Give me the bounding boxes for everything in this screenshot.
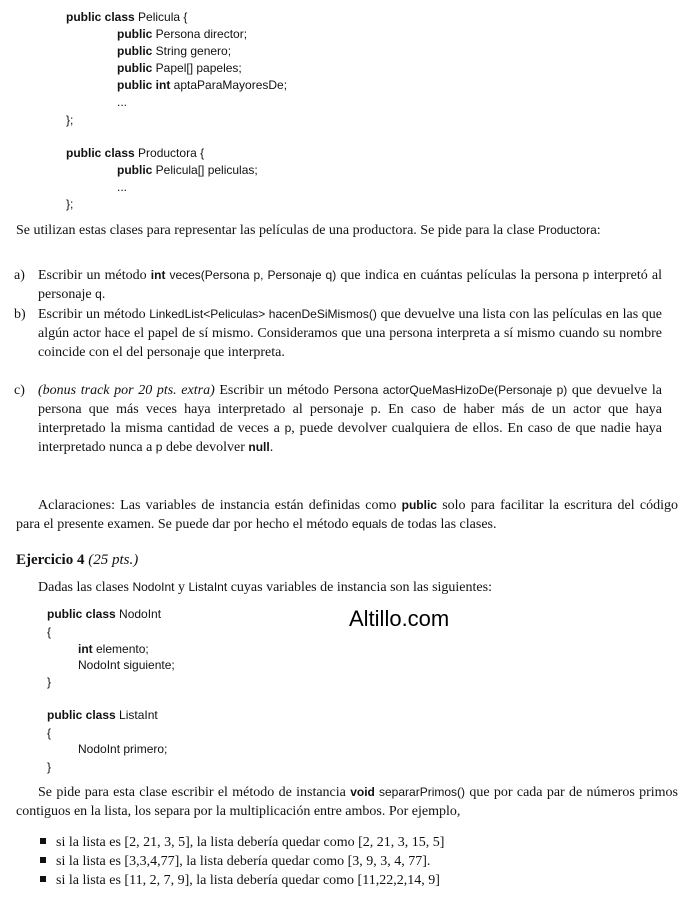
list-item: si la lista es [2, 21, 3, 5], la lista debería quedar como [2, 21, 3, 15, 5] (40, 834, 444, 852)
aclaraciones-paragraph: Aclaraciones: Las variables de instancia están definidas como public solo para facilitar la escritura del código para el presente examen. Se puede dar por hecho el método equals de todas las clases. (16, 498, 678, 532)
code-block-pelicula (0, 9, 700, 129)
code-line: { (47, 726, 52, 740)
code-line: public String genero; (117, 44, 232, 58)
code-line: { (47, 625, 52, 639)
code-line: ... (117, 95, 128, 109)
pide-paragraph: Se pide para esta clase escribir el método de instancia void separarPrimos() que por cada par de números primos contiguos en la lista, los separa por la multiplicación entre ambos. Por ejemplo, (16, 785, 678, 819)
list-item: si la lista es [3,3,4,77], la lista debería quedar como [3, 9, 3, 4, 77]. (40, 853, 430, 871)
code-line: NodoInt siguiente; (78, 658, 175, 672)
code-line: public class ListaInt (47, 708, 158, 722)
code-block-listaint (0, 707, 340, 777)
code-line: } (47, 675, 52, 689)
code-line: public class Productora { (66, 146, 205, 160)
item-b: b) Escribir un método LinkedList<Peliculas> hacenDeSiMismos() que devuelve una lista con las películas en las que algún actor hace el papel de sí mismo. Consideramos que una persona interpreta a sí mismo cuando su nombre coincide con el del personaje que interpreta. (14, 307, 663, 360)
item-marker: b) (14, 307, 26, 322)
item-marker: a) (14, 268, 25, 283)
code-line: NodoInt primero; (78, 742, 168, 756)
item-c: c) (bonus track por 20 pts. extra) Escribir un método Persona actorQueMasHizoDe(Personaje p) que devuelve la persona que más veces haya interpretado al personaje p. En caso de haber más de un actor que haya interpretado la misma cantidad de veces a p, puede devolver cualquiera de ellos. En caso de que nadie haya interpretado nunca a p debe devolver null. (14, 383, 662, 455)
code-line: }; (66, 197, 74, 211)
code-line: public Persona director; (117, 27, 248, 41)
code-line: ... (117, 180, 128, 194)
watermark-text: Altillo.com (349, 606, 450, 631)
code-block-nodoint (0, 606, 340, 696)
bullet-icon (40, 857, 46, 863)
list-item: si la lista es [11, 2, 7, 9], la lista debería quedar como [11,22,2,14, 9] (40, 872, 440, 890)
bullet-icon (40, 876, 46, 882)
code-line: int elemento; (78, 642, 149, 656)
item-marker: c) (14, 383, 25, 398)
code-line: public Pelicula[] peliculas; (117, 163, 258, 177)
code-line: public Papel[] papeles; (117, 61, 242, 75)
item-a: a) Escribir un método int veces(Persona p, Personaje q) que indica en cuántas películas la persona p interpretó al personaje q. (14, 268, 663, 302)
dadas-paragraph: Dadas las clases NodoInt y ListaInt cuyas variables de instancia son las siguientes: (38, 580, 492, 595)
code-line: public class Pelicula { (66, 10, 188, 24)
code-line: }; (66, 113, 74, 127)
code-block-productora (0, 145, 700, 215)
intro-paragraph: Se utilizan estas clases para representar las películas de una productora. Se pide para la clase Productora: (16, 223, 601, 238)
code-line: public int aptaParaMayoresDe; (117, 78, 288, 92)
section-heading: Ejercicio 4 (25 pts.) (16, 552, 139, 568)
code-line: } (47, 760, 52, 774)
code-line: public class NodoInt (47, 607, 162, 621)
bullet-icon (40, 838, 46, 844)
